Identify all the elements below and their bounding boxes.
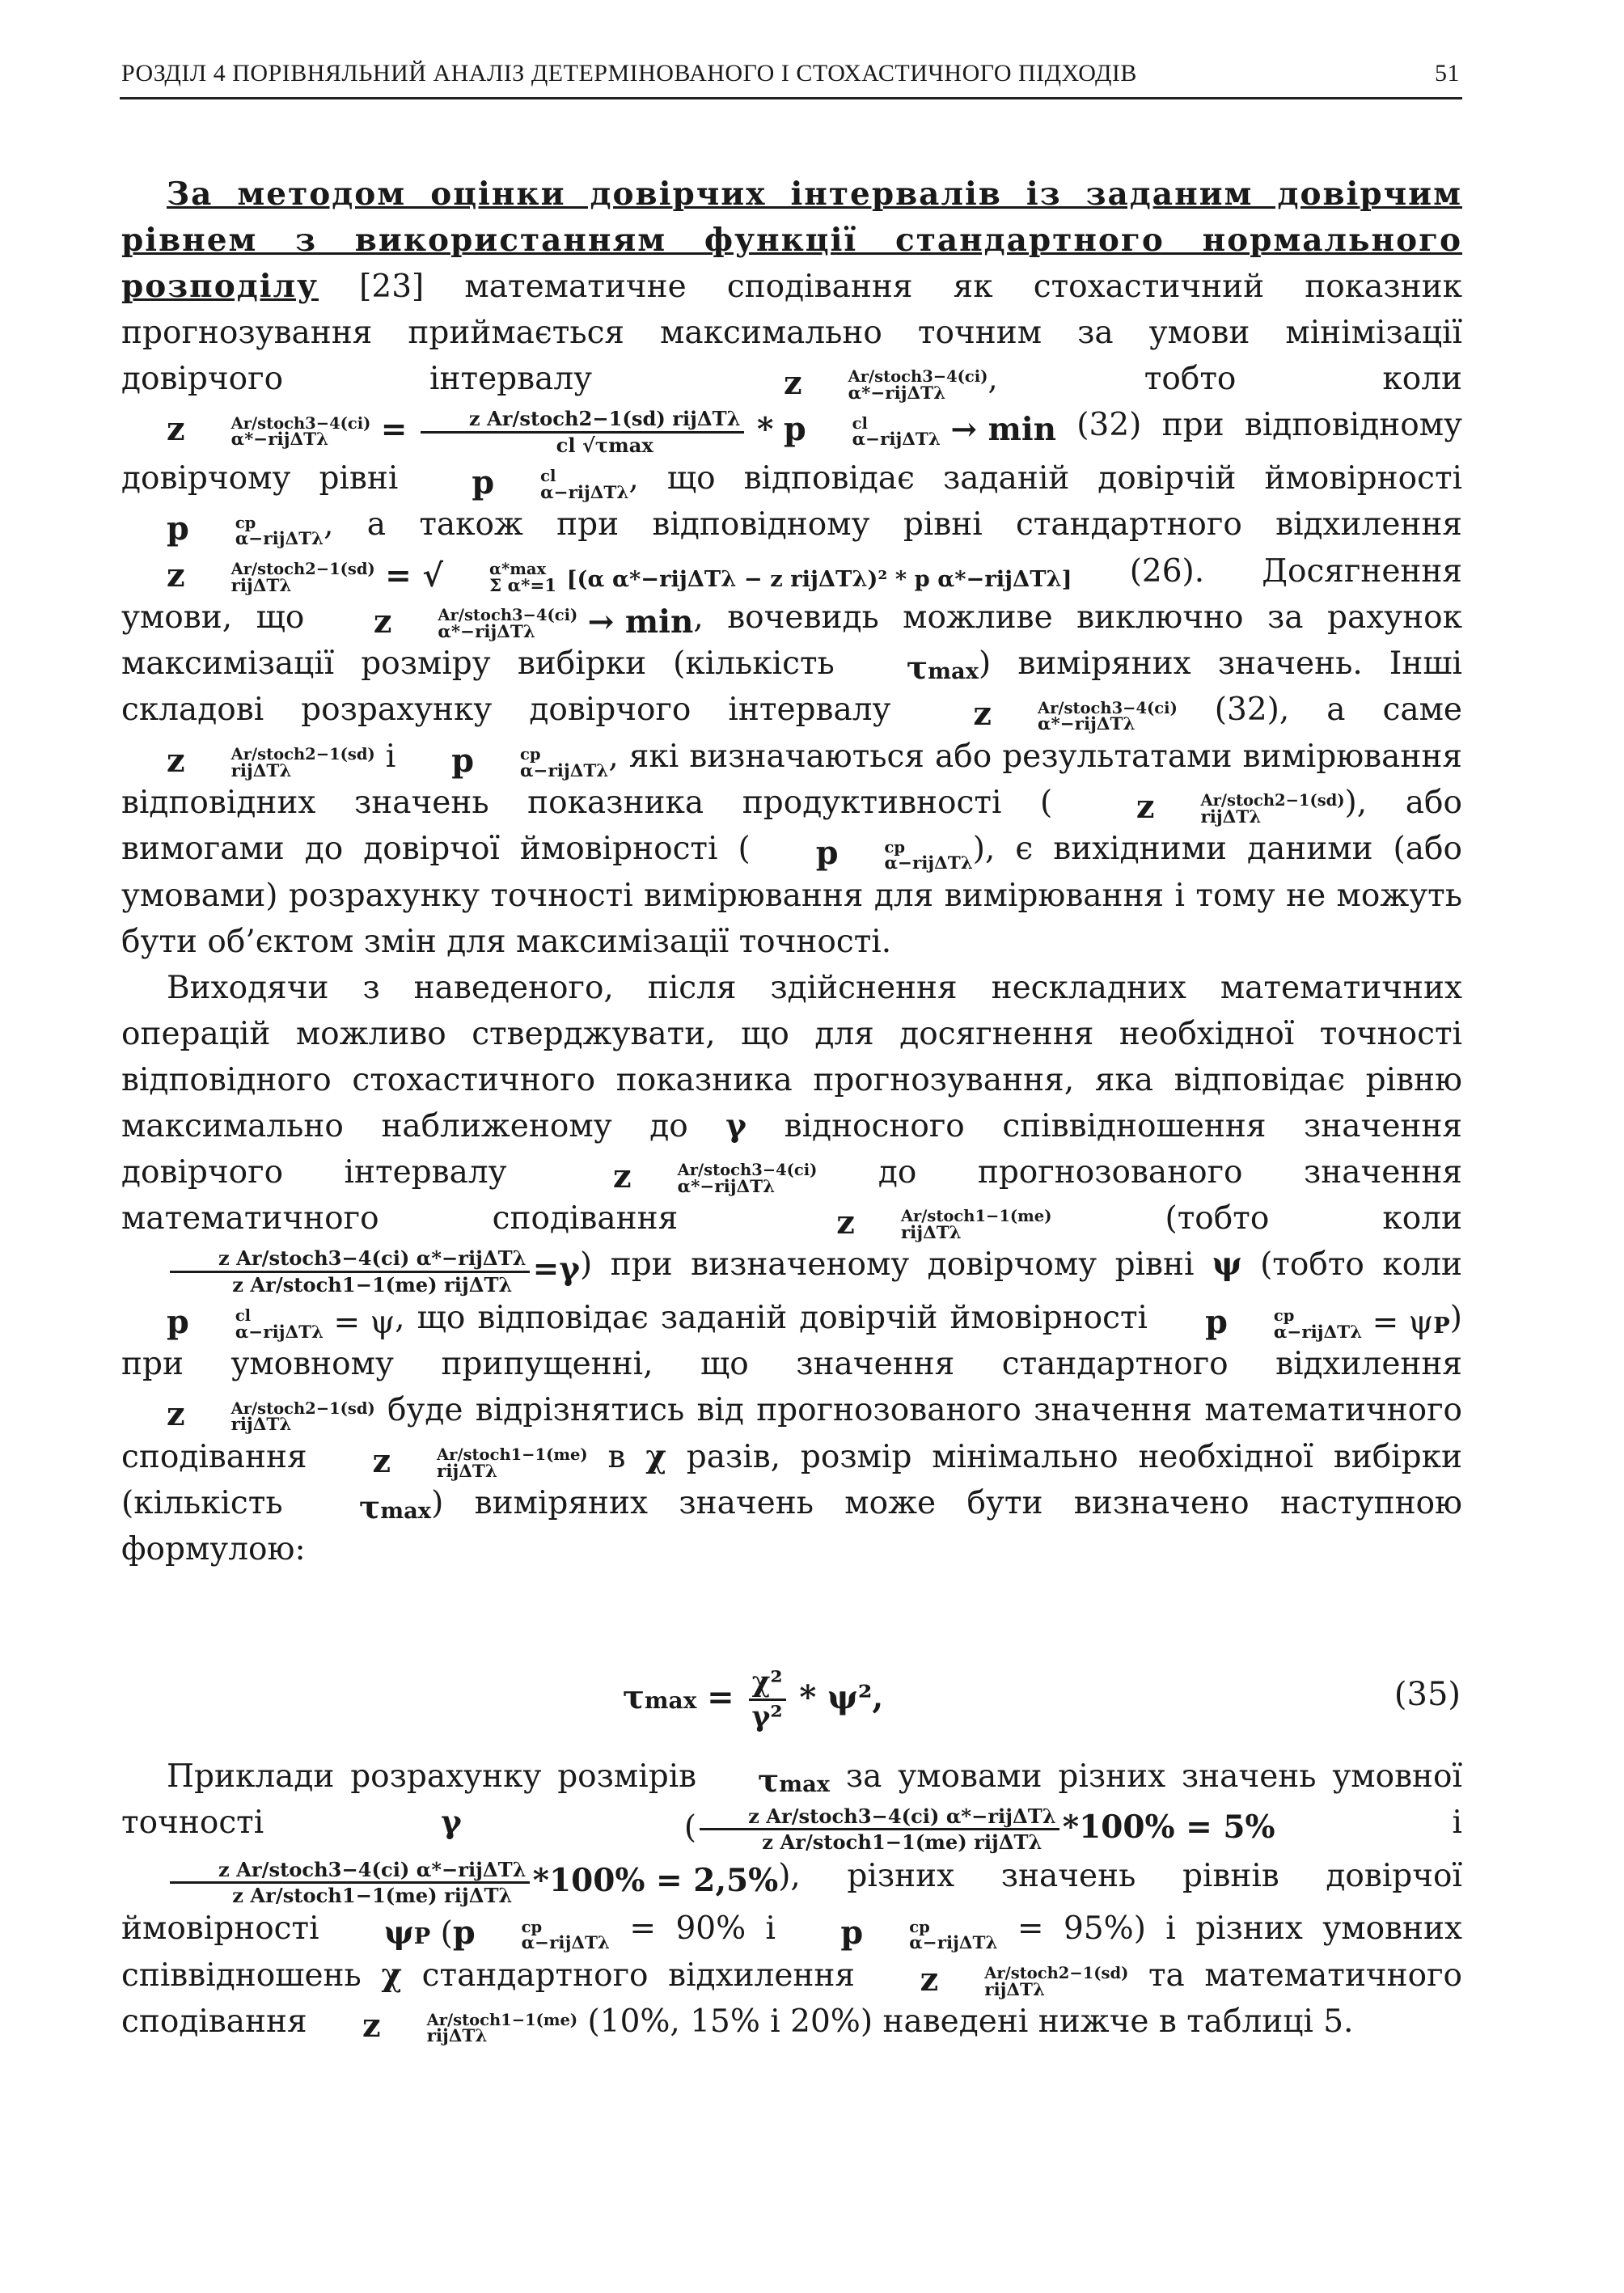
formula-z-ci-min: z Ar/stoch3−4(ci) α*−rijΔTλ → min — [373, 603, 694, 642]
formula-p-cl: p cl α−rijΔTλ — [472, 463, 629, 503]
running-header — [121, 60, 1460, 87]
formula-p-cl-psi: p cl α−rijΔTλ = ψ — [167, 1303, 395, 1343]
formula-z-sd-4: z Ar/stoch2−1(sd) rijΔTλ — [920, 1961, 1129, 2000]
formula-z-sd-2: z Ar/stoch2−1(sd) rijΔTλ — [1136, 788, 1345, 827]
header-rule — [120, 97, 1462, 99]
formula-gamma-5pct: ( $\frac{\text{z Ar/stoch3−4(ci) α*−rijΔTλ}}{\text{z Ar/stoch1−1(me) rijΔTλ}}$ *100% = 5% — [683, 1804, 1275, 1855]
equation-35 — [121, 1652, 1462, 1732]
formula-gamma: γ — [725, 1106, 747, 1144]
formula-tau-max: τmax — [906, 649, 979, 687]
equation-35-number: (35) — [1394, 1676, 1461, 1713]
formula-z-ci: z Ar/stoch3−4(ci) α*−rijΔTλ — [784, 364, 988, 404]
formula-z-me: z Ar/stoch1−1(me) rijΔTλ — [836, 1204, 1052, 1243]
paragraph-1-heading: За методом оцінки довірчих інтервалів із заданим довірчим рівнем з використанням функції стандартного нормального розподілу — [121, 176, 1462, 305]
paragraph-2: Виходячи з наведеного, після здійснення нескладних математичних операцій можливо стверджувати, що для досягнення необхідної точності відповідного стохастичного показника прогнозування, яка відповідає рівню максимально наближеному до γ відносного співвідношення значення довірчого інтервалу z Ar/stoch3−4(ci) α*−rijΔTλ до прогнозованого значення математичного сподівання z Ar/stoch1−1(me) rijΔTλ (тобто коли $\frac{\text{z Ar/stoch3−4(ci) α*−rijΔTλ}}{\text{z Ar/stoch1−1(me) rijΔTλ}}$ =γ) при визначеному довірчому рівні ψ (тобто коли p cl α−rijΔTλ = ψ, що відповідає заданій довірчій ймовірності p cp α−rijΔTλ = ψP) при умовному припущенні, що значення стандартного відхилення z Ar/stoch2−1(sd) rijΔTλ буде відрізнятись від прогнозованого значення математичного сподівання z Ar/stoch1−1(me) rijΔTλ в χ разів, розмір мінімально необхідної вибірки (кількість τmax) виміряних значень може бути визначено наступною формулою: — [121, 969, 1463, 1568]
formula-z-sd-3: z Ar/stoch2−1(sd) rijΔTλ — [167, 1396, 375, 1436]
formula-gamma-2-5pct: $\frac{\text{z Ar/stoch3−4(ci) α*−rijΔTλ}}{\text{z Ar/stoch1−1(me) rijΔTλ}}$ *100% = 2,5% — [121, 1859, 778, 1906]
formula-p-cp-2: p cp α−rijΔTλ — [451, 742, 609, 781]
formula-z-me-2: z Ar/stoch1−1(me) rijΔTλ — [372, 1442, 588, 1482]
formula-psi-p: ψP (p cp α−rijΔTλ — [383, 1914, 610, 1954]
formula-p-cp-psi: p cp α−rijΔTλ = ψP — [1205, 1303, 1450, 1343]
formula-chi: χ — [645, 1437, 666, 1475]
formula-ratio-gamma: $\frac{\text{z Ar/stoch3−4(ci) α*−rijΔTλ}}{\text{z Ar/stoch1−1(me) rijΔTλ}}$ =γ — [121, 1248, 580, 1295]
formula-z-ci-2: z Ar/stoch3−4(ci) α*−rijΔTλ — [973, 696, 1178, 735]
formula-p-cp: p cp α−rijΔTλ — [167, 510, 324, 550]
paragraph-3: Приклади розрахунку розмірів τmax за умовами різних значень умовної точності γ ( $\frac{\text{z Ar/stoch3−4(ci) α*−rijΔTλ}}{\text{z Ar/stoch1−1(me) rijΔTλ}}$ *100% = 5% і $\frac{\text{z Ar/stoch3−4(ci) α*−rijΔTλ}}{\text{z Ar/stoch1−1(me) rijΔTλ}}$ *100% = 2,5%), різних значень рівнів довірчої ймовірності ψP (p cp α−rijΔTλ = 90% і p cp α−rijΔTλ = 95%) і різних умовних співвідношень χ стандартного відхилення z Ar/stoch2−1(sd) rijΔTλ та математичного сподівання z Ar/stoch1−1(me) rijΔTλ (10%, 15% і 20%) наведені нижче в таблиці 5. — [121, 1758, 1462, 2046]
body-text-top — [121, 171, 1462, 1572]
formula-32: z Ar/stoch3−4(ci) α*−rijΔTλ = $\frac{\text{z Ar/stoch2−1(sd) rijΔTλ}}{cl √\tau\max}$ * p cl α−rijΔTλ → min — [167, 407, 1057, 457]
formula-z-sd: z Ar/stoch2−1(sd) rijΔTλ — [167, 742, 375, 781]
formula-p-cp-4: p cp α−rijΔTλ — [840, 1914, 998, 1954]
formula-tau-max-2: τmax — [358, 1488, 432, 1526]
formula-tau-max-3: τmax — [757, 1762, 831, 1800]
equation-35-body: τmax = $\frac{\text{χ²}}{\text{γ²}}$ * ψ², — [623, 1665, 884, 1734]
formula-psi: ψ — [1212, 1246, 1242, 1284]
formula-p-cp-3: p cp α−rijΔTλ — [815, 835, 973, 874]
running-title: РОЗДІЛ 4 ПОРІВНЯЛЬНИЙ АНАЛІЗ ДЕТЕРМІНОВАНОГО І СТОХАСТИЧНОГО ПІДХОДІВ — [121, 60, 1137, 87]
paragraph-1: За методом оцінки довірчих інтервалів із заданим довірчим рівнем з використанням функції стандартного нормального розподілу [23] математичне сподівання як стохастичний показник прогнозування приймається максимально точним за умови мінімізації довірчого інтервалу z Ar/stoch3−4(ci) α*−rijΔTλ , тобто коли z Ar/stoch3−4(ci) α*−rijΔTλ = $\frac{\text{z Ar/stoch2−1(sd) rijΔTλ}}{cl √\tau\max}$ * p cl α−rijΔTλ → min (32) при відповідному довірчому рівні p cl α−rijΔTλ , що відповідає заданій довірчій ймовірності p cp α−rijΔTλ , а також при відповідному рівні стандартного відхилення z Ar/stoch2−1(sd) rijΔTλ = √ α*max Σ α*=1 [(α α*−rijΔTλ − z rijΔTλ)² * p α*−rijΔTλ] (26). Досягнення умови, що z Ar/stoch3−4(ci) α*−rijΔTλ → min, вочевидь можливе виключно за рахунок максимізації розміру вибірки (кількість τmax) виміряних значень. Інші складові розрахунку довірчого інтервалу z Ar/stoch3−4(ci) α*−rijΔTλ (32), а саме z Ar/stoch2−1(sd) rijΔTλ і p cp α−rijΔTλ , які визначаються або результатами вимірювання відповідних значень показника продуктивності ( z Ar/stoch2−1(sd) rijΔTλ ), або вимогами до довірчої ймовірності ( p cp α−rijΔTλ ), є вихідними даними (або умовами) розрахунку точності вимірювання для вимірювання і тому не можуть бути об’єктом змін для максимізації точності. — [121, 176, 1463, 960]
body-text-bottom — [121, 1754, 1462, 2045]
page-number: 51 — [1435, 60, 1460, 87]
formula-z-ci-3: z Ar/stoch3−4(ci) α*−rijΔTλ — [613, 1157, 818, 1197]
formula-26: z Ar/stoch2−1(sd) rijΔTλ = √ α*max Σ α*=1 [(α α*−rijΔTλ − z rijΔTλ)² * p α*−rijΔTλ] — [167, 556, 1072, 596]
formula-z-me-3: z Ar/stoch1−1(me) rijΔTλ — [362, 2007, 578, 2046]
